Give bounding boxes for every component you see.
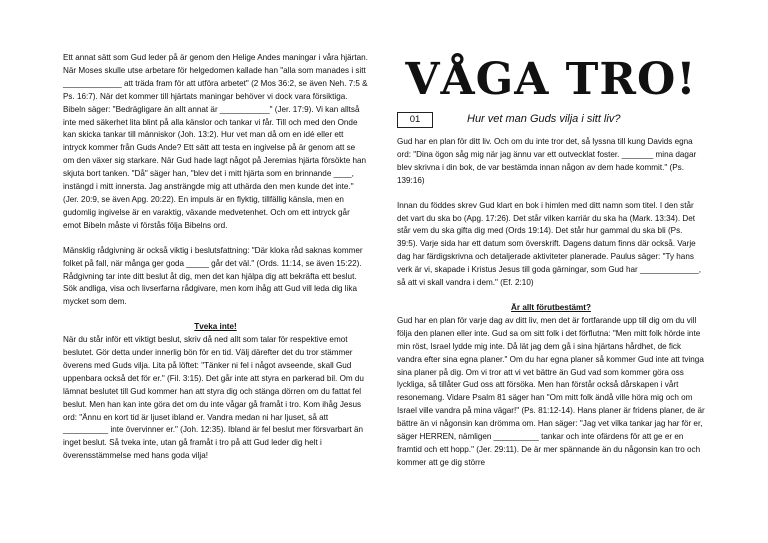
spacer: [63, 233, 368, 245]
page-title: VÅGA TRO!: [405, 54, 697, 105]
left-paragraph-1: Ett annat sätt som Gud leder på är genom den Helige Andes maningar i våra hjärtan. När Moses skulle utse arbetare för helgedomen kallade han "alla som manades i sitt _____________ att träda fram för att utföra arbetet" (2 Mos 36:2, se även Neh. 7:5 & Ps. 16:7). När det kommer till hjärtats maningar behöver vi dock vara försiktiga. Bibeln säger: "Bedrägligare än allt annat är ___________" (Jer. 17:9). Vi kan alltså inte med säkerhet lita blint på alla känslor och tankar vi får. Till och med den Onde kan skicka tankar till människor (Joh. 13:2). Hur vet man då om en idé eller ett intryck kommer från Guds Ande? Ett sätt att testa en ingivelse på är genom att se om den växer sig starkare. När Gud hade lagt något på Jeremias hjärta försökte han skjuta bort tanken. "Då" säger han, "blev det i mitt hjärta som en brinnande ____, instängd i mitt innersta. Jag ansträngde mig att uthärda den men kunde det inte." (Jer. 20:9, se även Apg. 20:22). En impuls är en flyktig, tillfällig känsla, men en gudomlig ingivelse är en varaktig, växande medvetenhet. Och om ett intryck går emot Bibeln måste vi förstås följa Bibelns ord.: [63, 53, 368, 230]
right-paragraph-3: Gud har en plan för varje dag av ditt liv, men det är fortfarande upp till dig om du vill följa den planen eller inte. Gud sa om sitt folk i det förflutna: "Men mitt folk hörde inte min röst, Israel lydde mig inte. Då lät jag dem gå i sina hjärtans hårdhet, de fick vandra efter sina egna planer." Om du har egna planer så kommer Gud inte att tvinga sina planer på dig. Om vi tror att vi vet bättre än Gud vad som kommer göra oss lyckliga, så tillåter Gud oss att försöka. Men han förstår också dårskapen i vårt resonemang. Vidare Psalm 81 säger han "Om mitt folk ändå ville höra mig och om Israel ville vandra på mina vägar!" (Ps. 81:12-14). Hans planer är fridens planer, de är bättre än vi någonsin kan drömma om. Han säger: "Jag vet vilka tankar jag har för er, säger HERREN, nämligen __________ tankar och inte ofärdens för att ge er en framtid och ett hopp." (Jer. 29:11). De är mer spännande än du någonsin kan tro och kommer att ge dig större: [397, 315, 705, 467]
right-paragraph-2: Innan du föddes skrev Gud klart en bok i himlen med ditt namn som titel. I den står det vart du ska bo (Apg. 17:26). Det står vilken karriär du ska ha (Mark. 13:34). Det står vem du ska gifta dig med (Ords 19:14). Det står hur gammal du ska bli (Ps. 39:5). Varje sida har ett datum som överskrift. Dagens datum finns där också. Varje dag har färdigskrivna och detaljerade aktiviteter planerade. Paulus säger: "Ty hans verk är vi, skapade i Kristus Jesus till goda gärningar, som Gud har _____________, så att vi skall vandra i dem." (Ef. 2:10): [397, 200, 701, 288]
right-paragraph-1: Gud har en plan för ditt liv. Och om du inte tror det, så lyssna till kung Davids egna ord: "Dina ögon såg mig när jag ännu var ett outvecklat foster. _______ mina dagar blev skrivna i din bok, de var bestämda innan någon av dem hade kommit." (Ps. 139:16): [397, 137, 697, 185]
lesson-number: 01: [397, 112, 433, 128]
left-paragraph-3: När du står inför ett viktigt beslut, skriv då ned allt som talar för respektive emot beslutet. Gör detta under innerlig bön för en tid. Välj därefter det du tror stämmer överens med Guds vilja. Lita på löftet: "Tänker ni fel i något avseende, skall Gud uppenbara också det för er." (Fil. 3:15). Det går inte att styra en parkerad bil. Om du lämnat beslutet till Gud kommer han att styra dig och stänga dörren om du fattat fel beslut. Men han kan inte göra det om du inte vågar gå framåt i tro. Kom ihåg Jesus ord: "Ännu en kort tid är ljuset ibland er. Vandra medan ni har ljuset, så att __________ inte övervinner er." (Joh. 12:35). Ibland är fel beslut mer försvarbart än inget beslut. Så tveka inte, utan gå framåt i tro på att Gud leder dig helt i överensstämmelse med hans goda vilja!: [63, 335, 364, 461]
spacer: [397, 290, 705, 302]
section-heading-tveka: Tveka inte!: [194, 322, 237, 332]
section-heading-forutbestamt: Är allt förutbestämt?: [511, 302, 591, 312]
spacer: [397, 188, 705, 200]
left-column: [63, 52, 368, 543]
left-paragraph-2: Mänsklig rådgivning är också viktig i beslutsfattning: "Där kloka råd saknas kommer folket på fall, när många ger goda _____ går det väl." (Ords. 11:14, se även 15:22). Rådgivning tar inte ditt beslut åt dig, men det kan hjälpa dig att bekräfta ett beslut. Sök andliga, visa och livserfarna rådgivare, men kom ihåg att Gud vill leda dig lika mycket som dem.: [63, 245, 363, 307]
lesson-subtitle: Hur vet man Guds vilja i sitt liv?: [467, 113, 621, 125]
lesson-header: [397, 112, 705, 130]
right-column: [397, 52, 705, 543]
spacer: [63, 309, 368, 321]
